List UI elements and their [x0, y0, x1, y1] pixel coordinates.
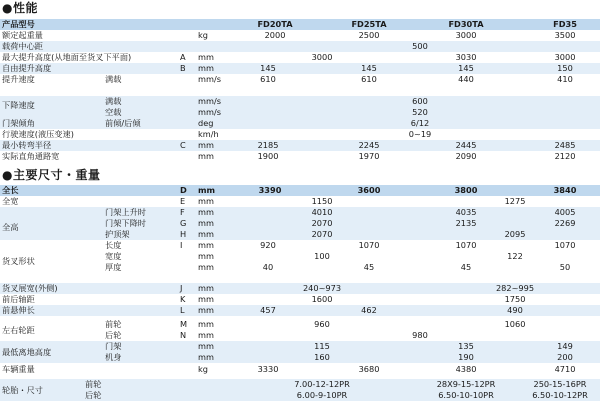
- row-code: C: [180, 140, 186, 150]
- row-code: H: [180, 229, 187, 239]
- row-code: A: [180, 52, 186, 62]
- row-unit: mm: [198, 330, 214, 340]
- row-code: G: [180, 218, 187, 228]
- value-fd20ta: 610: [260, 74, 276, 84]
- row-label: 货叉展宽(外侧): [2, 283, 58, 293]
- value-all: 600: [412, 96, 428, 106]
- row-sub: 空载: [105, 107, 122, 117]
- spec-row: [0, 364, 600, 375]
- spec-row: [0, 196, 600, 207]
- value-fd35: 4710: [554, 364, 576, 374]
- value-fd30ta: 190: [458, 352, 474, 362]
- row-sub: 前倾/后倾: [105, 118, 141, 128]
- value-fd30-35: 282~995: [495, 283, 535, 293]
- value-fd20-25: 3000: [311, 52, 333, 62]
- row-unit: mm: [198, 52, 214, 62]
- spec-row: [0, 63, 600, 74]
- group-label-tires: 轮胎・尺寸: [2, 385, 43, 395]
- value-fd35: 149: [557, 341, 573, 351]
- value-fd20-25: 960: [314, 319, 330, 329]
- value-fd25ta: 462: [361, 305, 377, 315]
- value-fd30ta: 2135: [455, 218, 477, 228]
- spec-row: [0, 341, 600, 352]
- value-fd35: 3500: [554, 30, 576, 40]
- value-fd30-35: 1275: [504, 196, 526, 206]
- row-unit: mm: [198, 207, 214, 217]
- value-fd35: 4005: [554, 207, 576, 217]
- value-fd30ta: 135: [458, 341, 474, 351]
- value-fd20-25: 240~973: [302, 283, 342, 293]
- value-fd35: 2120: [554, 151, 576, 161]
- row-label: 车辆重量: [2, 364, 35, 374]
- performance-section-title: ●性能: [2, 1, 38, 15]
- row-label: 载荷中心距: [2, 41, 43, 51]
- spec-row: [0, 390, 600, 401]
- spec-row: [0, 118, 600, 129]
- value-fd20ta: 2185: [257, 140, 279, 150]
- value-fd25ta: 145: [361, 63, 377, 73]
- row-sub: 门架下降时: [105, 218, 146, 228]
- spec-row: [0, 41, 600, 52]
- row-label: 最大提升高度(从地面至货叉下平面): [2, 52, 132, 62]
- value-fd35: 410: [557, 74, 573, 84]
- spec-row: [0, 240, 600, 251]
- spec-row: [0, 74, 600, 85]
- value-fd35: 6.50-10-12PR: [532, 390, 588, 400]
- model-fd25ta: FD25TA: [351, 19, 387, 29]
- value-fd35: 3840: [553, 185, 577, 195]
- row-sub: 宽度: [105, 251, 122, 261]
- value-all: 520: [412, 107, 428, 117]
- row-unit: deg: [198, 118, 214, 128]
- value-all: 500: [412, 41, 428, 51]
- value-fd30ta: 2445: [455, 140, 477, 150]
- spec-row: [0, 30, 600, 41]
- spec-row: [0, 262, 600, 273]
- row-unit: mm: [198, 240, 214, 250]
- row-unit: km/h: [198, 129, 219, 139]
- spec-row: [0, 379, 600, 390]
- spec-row: [0, 96, 600, 107]
- value-fd35: 3000: [554, 52, 576, 62]
- row-label: 全宽: [2, 196, 19, 206]
- value-all: 6/12: [410, 118, 430, 128]
- row-code: L: [180, 305, 185, 315]
- row-unit: mm: [198, 251, 214, 261]
- value-all: 0~19: [408, 129, 432, 139]
- row-label: 行驶速度(液压变速): [2, 129, 74, 139]
- row-label: 门架倾角: [2, 118, 35, 128]
- row-unit: mm: [198, 319, 214, 329]
- model-fd35: FD35: [553, 19, 577, 29]
- row-sub: 门架上升时: [105, 207, 146, 217]
- value-fd20-25: 115: [314, 341, 330, 351]
- row-unit: mm/s: [198, 96, 221, 106]
- value-fd30ta: 1070: [455, 240, 477, 250]
- row-sub: 机身: [105, 352, 122, 362]
- row-code: B: [180, 63, 186, 73]
- row-unit: mm: [198, 305, 214, 315]
- model-header-label: 产品型号: [2, 19, 35, 29]
- row-code: K: [180, 294, 186, 304]
- spec-row: [0, 151, 600, 162]
- value-fd30-35: 1060: [504, 319, 526, 329]
- row-sub: 厚度: [105, 262, 122, 272]
- value-fd25ta: 610: [361, 74, 377, 84]
- row-sub: 后轮: [105, 330, 122, 340]
- value-fd25ta: 1070: [358, 240, 380, 250]
- value-fd20-25: 6.00-9-10PR: [296, 390, 348, 400]
- value-fd20ta: 920: [260, 240, 276, 250]
- row-code: E: [180, 196, 186, 206]
- row-label: 自由提升高度: [2, 63, 52, 73]
- row-unit: mm: [198, 341, 214, 351]
- value-fd25ta: 2245: [358, 140, 380, 150]
- spec-row: [0, 229, 600, 240]
- spec-row: [0, 294, 600, 305]
- row-label: 前后轴距: [2, 294, 35, 304]
- value-fd30-35: 122: [507, 251, 523, 261]
- row-code: F: [180, 207, 185, 217]
- row-sub: 满载: [105, 96, 122, 106]
- row-unit: mm/s: [198, 74, 221, 84]
- row-unit: mm: [198, 283, 214, 293]
- value-fd25ta: 2500: [358, 30, 380, 40]
- row-unit: mm: [198, 151, 214, 161]
- model-header-row: [0, 19, 600, 30]
- row-unit: mm: [198, 63, 214, 73]
- row-code: D: [180, 185, 187, 195]
- value-fd30ta: 4035: [455, 207, 477, 217]
- value-fd20-25: 4010: [311, 207, 333, 217]
- spec-row: [0, 207, 600, 218]
- row-label: 全长: [2, 185, 19, 195]
- value-fd35: 2269: [554, 218, 576, 228]
- group-label-ground-clearance: 最低离地高度: [2, 347, 52, 357]
- row-unit: mm: [198, 229, 214, 239]
- value-fd20ta: 3390: [258, 185, 282, 195]
- row-unit: mm: [198, 218, 214, 228]
- spec-row: [0, 218, 600, 229]
- row-unit: mm: [198, 196, 214, 206]
- row-unit: mm: [198, 262, 214, 272]
- spec-row: [0, 185, 600, 196]
- value-fd35: 50: [559, 262, 571, 272]
- row-unit: mm: [198, 185, 216, 195]
- value-fd20-25: 1600: [311, 294, 333, 304]
- value-fd35: 1070: [554, 240, 576, 250]
- row-sub: 前轮: [105, 319, 122, 329]
- value-fd20ta: 3330: [257, 364, 279, 374]
- row-label: 额定起重量: [2, 30, 43, 40]
- row-label: 提升速度: [2, 74, 35, 84]
- spec-row: [0, 140, 600, 151]
- row-code: I: [180, 240, 183, 250]
- group-label-fork-size: 货叉形状: [2, 256, 35, 266]
- value-fd20ta: 2000: [264, 30, 286, 40]
- value-fd20-25: 160: [314, 352, 330, 362]
- value-fd25ta: 1970: [358, 151, 380, 161]
- value-fd30ta: 4380: [455, 364, 477, 374]
- row-unit: kg: [198, 364, 208, 374]
- spec-row: [0, 283, 600, 294]
- row-code: J: [180, 283, 183, 293]
- value-fd30ta: 3030: [455, 52, 477, 62]
- row-unit: mm: [198, 140, 214, 150]
- value-fd25ta: 3600: [357, 185, 381, 195]
- dimensions-section-title: ●主要尺寸・重量: [2, 168, 101, 182]
- spec-row: [0, 251, 600, 262]
- value-fd20-25: 100: [314, 251, 330, 261]
- spec-row: [0, 129, 600, 140]
- model-fd30ta: FD30TA: [448, 19, 484, 29]
- value-fd20ta: 1900: [257, 151, 279, 161]
- row-sub: 护顶架: [105, 229, 130, 239]
- value-fd30ta: 6.50-10-10PR: [438, 390, 494, 400]
- spec-row: [0, 52, 600, 63]
- value-fd25ta: 3680: [358, 364, 380, 374]
- group-label-lowering-speed: 下降速度: [2, 100, 35, 110]
- value-fd30ta: 28X9-15-12PR: [436, 379, 496, 389]
- spec-row: [0, 319, 600, 330]
- value-fd30ta: 2090: [455, 151, 477, 161]
- spec-row: [0, 352, 600, 363]
- row-code: N: [180, 330, 187, 340]
- spec-row: [0, 305, 600, 316]
- row-sub: 前轮: [85, 379, 102, 389]
- spec-row: [0, 330, 600, 341]
- row-sub: 后轮: [85, 390, 102, 400]
- spec-row: [0, 107, 600, 118]
- value-fd20-25: 2070: [311, 229, 333, 239]
- value-fd20-25: 7.00-12-12PR: [294, 379, 350, 389]
- value-fd25ta: 45: [363, 262, 375, 272]
- row-sub: 满载: [105, 74, 122, 84]
- row-sub: 长度: [105, 240, 122, 250]
- value-fd30-35: 490: [507, 305, 523, 315]
- value-fd35: 2485: [554, 140, 576, 150]
- value-fd30ta: 3000: [455, 30, 477, 40]
- value-fd30-35: 2095: [504, 229, 526, 239]
- value-fd30ta: 45: [460, 262, 472, 272]
- value-fd20-25: 1150: [311, 196, 333, 206]
- value-fd20ta: 457: [260, 305, 276, 315]
- row-unit: mm: [198, 352, 214, 362]
- value-fd30ta: 3800: [454, 185, 478, 195]
- value-fd20ta: 40: [262, 262, 274, 272]
- row-code: M: [180, 319, 188, 329]
- row-sub: 门架: [105, 341, 122, 351]
- value-fd20-25: 2070: [311, 218, 333, 228]
- value-fd30ta: 145: [458, 63, 474, 73]
- group-label-tread: 左右轮距: [2, 325, 35, 335]
- value-fd35: 200: [557, 352, 573, 362]
- row-label: 最小转弯半径: [2, 140, 52, 150]
- value-fd35: 150: [557, 63, 573, 73]
- row-unit: mm: [198, 294, 214, 304]
- row-unit: mm/s: [198, 107, 221, 117]
- row-label: 前悬伸长: [2, 305, 35, 315]
- value-all: 980: [412, 330, 428, 340]
- value-fd20ta: 145: [260, 63, 276, 73]
- value-fd30-35: 1750: [504, 294, 526, 304]
- value-fd35: 250-15-16PR: [533, 379, 587, 389]
- model-fd20ta: FD20TA: [257, 19, 293, 29]
- value-fd30ta: 440: [458, 74, 474, 84]
- row-unit: kg: [198, 30, 208, 40]
- row-label: 实际直角通路宽: [2, 151, 60, 161]
- group-label-overall-height: 全高: [2, 222, 19, 232]
